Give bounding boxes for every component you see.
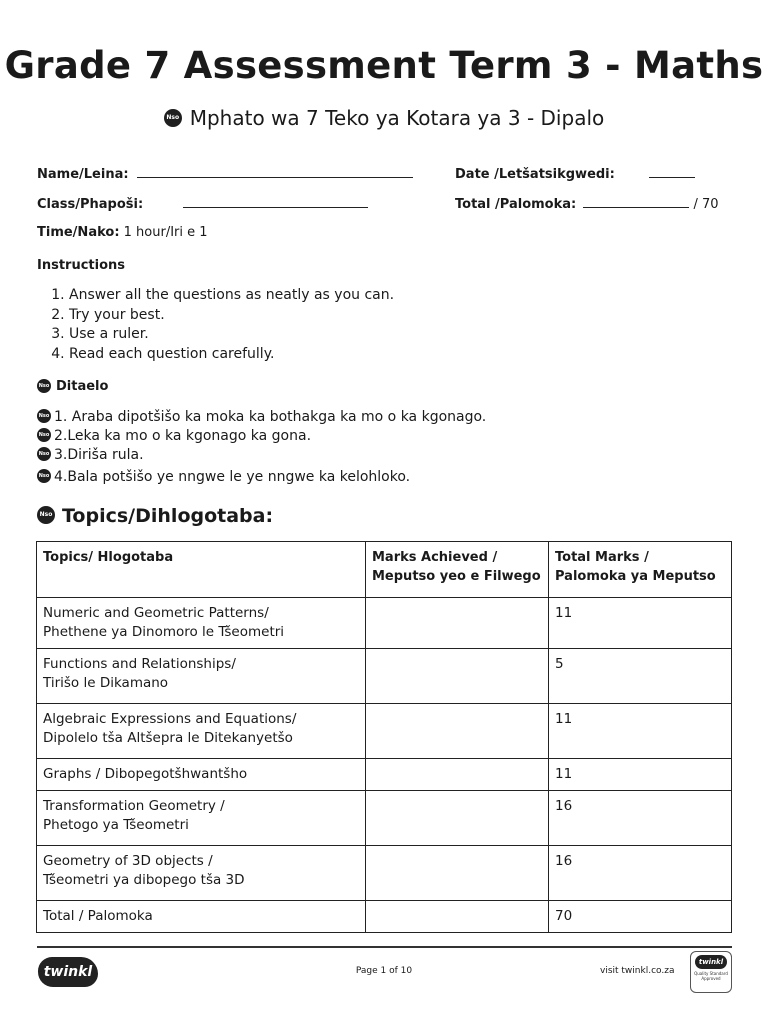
language-badge-icon: Nso bbox=[37, 469, 51, 483]
instructions-heading: Instructions bbox=[37, 258, 126, 273]
date-field bbox=[455, 165, 695, 182]
page-subtitle bbox=[0, 106, 768, 130]
total-suffix: / 70 bbox=[693, 197, 719, 212]
table-row bbox=[37, 704, 732, 759]
total-label: Total /Palomoka: bbox=[455, 197, 577, 212]
column-header: Marks Achieved / Meputso yeo e Filwego bbox=[366, 542, 549, 598]
ditaelo-item-text: 3.Diriša rula. bbox=[54, 447, 144, 463]
topic-cell: Functions and Relationships/ Tirišo le Dikamano bbox=[37, 649, 366, 704]
ditaelo-heading bbox=[37, 379, 108, 394]
ditaelo-heading-text: Ditaelo bbox=[56, 379, 109, 394]
seal-brand: twinkl bbox=[695, 955, 727, 969]
marks-achieved-cell[interactable] bbox=[366, 649, 549, 704]
total-marks-cell: 11 bbox=[549, 704, 732, 759]
instructions-list bbox=[43, 286, 394, 364]
ditaelo-item bbox=[37, 447, 144, 463]
table-header-row bbox=[37, 542, 732, 598]
date-blank-line[interactable] bbox=[649, 165, 695, 178]
instruction-item: 2. Try your best. bbox=[69, 306, 394, 326]
total-marks-cell: 70 bbox=[549, 901, 732, 933]
page-title: Grade 7 Assessment Term 3 - Maths bbox=[4, 44, 764, 87]
language-badge-icon: Nso bbox=[37, 428, 51, 442]
table-row bbox=[37, 649, 732, 704]
time-field bbox=[37, 225, 208, 240]
topic-cell: Algebraic Expressions and Equations/ Dipolelo tša Altšepra le Ditekanyetšo bbox=[37, 704, 366, 759]
marks-achieved-cell[interactable] bbox=[366, 759, 549, 791]
topic-cell: Transformation Geometry / Phetogo ya Tšeometri bbox=[37, 791, 366, 846]
total-blank-line[interactable] bbox=[583, 195, 689, 208]
column-header: Total Marks / Palomoka ya Meputso bbox=[549, 542, 732, 598]
instruction-item: 4. Read each question carefully. bbox=[69, 345, 394, 365]
name-field bbox=[37, 165, 413, 182]
table-row bbox=[37, 598, 732, 649]
total-marks-cell: 16 bbox=[549, 846, 732, 901]
language-badge-icon: Nso bbox=[37, 506, 55, 524]
instruction-item: 3. Use a ruler. bbox=[69, 325, 394, 345]
topics-heading bbox=[37, 505, 273, 527]
total-marks-cell: 11 bbox=[549, 598, 732, 649]
marks-achieved-cell[interactable] bbox=[366, 791, 549, 846]
date-label: Date /Letšatsikgwedi: bbox=[455, 167, 615, 182]
visit-link[interactable]: visit twinkl.co.za bbox=[600, 966, 675, 976]
language-badge-icon: Nso bbox=[37, 447, 51, 461]
instruction-item: 1. Answer all the questions as neatly as you can. bbox=[69, 286, 394, 306]
class-blank-line[interactable] bbox=[183, 195, 368, 208]
time-value: 1 hour/Iri e 1 bbox=[123, 225, 208, 240]
topic-cell: Geometry of 3D objects / Tšeometri ya dibopego tša 3D bbox=[37, 846, 366, 901]
marks-achieved-cell[interactable] bbox=[366, 846, 549, 901]
table-row bbox=[37, 791, 732, 846]
ditaelo-item-text: 2.Leka ka mo o ka kgonago ka gona. bbox=[54, 428, 312, 444]
table-row bbox=[37, 759, 732, 791]
total-field bbox=[455, 195, 719, 212]
name-label: Name/Leina: bbox=[37, 167, 129, 182]
total-marks-cell: 5 bbox=[549, 649, 732, 704]
total-marks-cell: 11 bbox=[549, 759, 732, 791]
topics-table bbox=[36, 541, 732, 933]
column-header: Topics/ Hlogotaba bbox=[37, 542, 366, 598]
marks-achieved-cell[interactable] bbox=[366, 704, 549, 759]
marks-achieved-cell[interactable] bbox=[366, 598, 549, 649]
table-row bbox=[37, 846, 732, 901]
topic-cell: Numeric and Geometric Patterns/ Phethene ya Dinomoro le Tšeometri bbox=[37, 598, 366, 649]
class-label: Class/Phapoši: bbox=[37, 197, 144, 212]
name-blank-line[interactable] bbox=[137, 165, 413, 178]
class-field bbox=[37, 195, 368, 212]
ditaelo-item-text: 4.Bala potšišo ye nngwe le ye nngwe ka kelohloko. bbox=[54, 469, 411, 485]
twinkl-logo: twinkl bbox=[38, 957, 98, 987]
ditaelo-item bbox=[37, 428, 311, 444]
topics-heading-text: Topics/Dihlogotaba: bbox=[62, 505, 274, 527]
language-badge-icon: Nso bbox=[37, 379, 51, 393]
total-marks-cell: 16 bbox=[549, 791, 732, 846]
topic-cell: Total / Palomoka bbox=[37, 901, 366, 933]
footer-divider bbox=[37, 946, 732, 948]
subtitle-text: Mphato wa 7 Teko ya Kotara ya 3 - Dipalo bbox=[189, 106, 605, 130]
ditaelo-item-text: 1. Araba dipotšišo ka moka ka bothakga ka mo o ka kgonago. bbox=[54, 409, 487, 425]
ditaelo-item bbox=[37, 469, 410, 485]
time-label: Time/Nako: bbox=[37, 225, 120, 240]
quality-seal-icon bbox=[690, 951, 732, 993]
page-number: Page 1 of 10 bbox=[355, 966, 413, 976]
marks-achieved-cell[interactable] bbox=[366, 901, 549, 933]
language-badge-icon: Nso bbox=[37, 409, 51, 423]
table-row-total bbox=[37, 901, 732, 933]
ditaelo-item bbox=[37, 409, 486, 425]
topic-cell: Graphs / Dibopegotšhwantšho bbox=[37, 759, 366, 791]
language-badge-icon: Nso bbox=[164, 109, 182, 127]
seal-text: Quality Standard Approved bbox=[694, 971, 728, 981]
